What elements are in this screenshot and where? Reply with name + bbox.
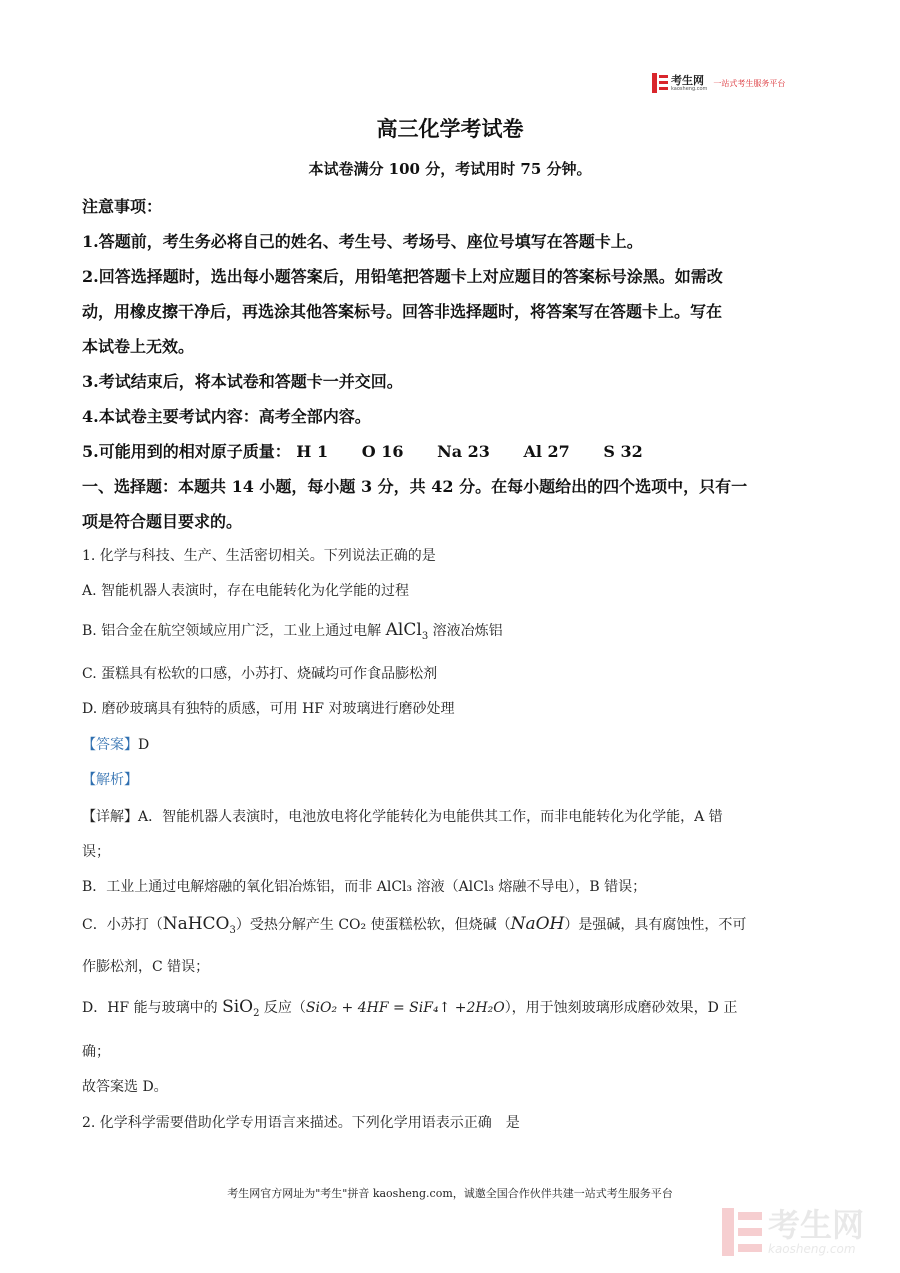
notice-item-5-prefix: 5.可能用到的相对原子质量： (82, 442, 291, 461)
detail-d-part-a: D．HF 能与玻璃中的 (82, 1000, 223, 1016)
page-subtitle: 本试卷满分 100 分，考试用时 75 分钟。 (308, 160, 592, 178)
detail-c-part-a: C．小苏打（ (82, 917, 163, 933)
q1-option-b-pre: B. 铝合金在航空领域应用广泛，工业上通过电解 (82, 623, 386, 639)
q2-stem: 2. 化学科学需要借助化学专用语言来描述。下列化学用语表示正确 是 (82, 1115, 520, 1131)
sio2-formula: SiO (222, 997, 254, 1017)
q1-answer (82, 734, 812, 754)
atomic-mass: O 16 (361, 442, 404, 461)
logo-cn-text: 考生网 (671, 73, 704, 87)
notice-item-4: 4.本试卷主要考试内容：高考全部内容。 (82, 407, 371, 426)
watermark-cn: 考生网 (768, 1206, 865, 1244)
notice-heading: 注意事项： (82, 197, 163, 216)
logo-en-text: kaosheng.com (671, 85, 708, 92)
detail-d-part-b: 反应（ (259, 1000, 306, 1016)
notice-item-3: 3.考试结束后，将本试卷和答题卡一并交回。 (82, 372, 403, 391)
logo-slogan: 一站式考生服务平台 (713, 78, 786, 88)
page-footer: 考生网官方网址为"考生"拼音 kaosheng.com，诚邀全国合作伙伴共建一站式考生服务平台 (227, 1187, 673, 1200)
notice-item-2-line-1: 2.回答选择题时，选出每小题答案后，用铅笔把答题卡上对应题目的答案标号涂黑。如需改 (82, 267, 723, 286)
section-1-line-1: 一、选择题：本题共 14 小题，每小题 3 分，共 42 分。在每小题给出的四个选项中，只有一 (82, 477, 748, 496)
q1-conclusion: 故答案选 D。 (82, 1079, 168, 1095)
watermark-en: kaosheng.com (768, 1242, 856, 1256)
naoh-formula: NaOH (510, 914, 565, 934)
notice-item-2-line-3: 本试卷上无效。 (82, 337, 195, 356)
q1-option-b (82, 620, 812, 642)
detail-c-line-1 (82, 914, 812, 936)
atomic-mass: S 32 (603, 442, 643, 461)
detail-d-part-c: ），用于蚀刻玻璃形成磨砂效果，D 正 (504, 1000, 738, 1016)
page-title: 高三化学考试卷 (376, 116, 524, 141)
detail-b: B．工业上通过电解熔融的氧化铝冶炼铝，而非 AlCl₃ 溶液（AlCl₃ 熔融不导电），B 错误； (82, 879, 647, 895)
atomic-mass: H 1 (296, 442, 329, 461)
notice-item-2-line-2: 动，用橡皮擦干净后，再选涂其他答案标号。回答非选择题时，将答案写在答题卡上。写在 (82, 302, 723, 321)
detail-line-2: 误； (82, 844, 110, 860)
sio2-subscript: 2 (253, 1007, 260, 1019)
q1-option-c: C. 蛋糕具有松软的口感，小苏打、烧碱均可作食品膨松剂 (82, 666, 438, 682)
q1-option-b-post: 溶液冶炼铝 (428, 623, 503, 639)
detail-c-line-2: 作膨松剂，C 错误； (82, 959, 210, 975)
answer-label: 【答案】 (82, 737, 138, 753)
nahco3-formula: NaHCO (162, 914, 230, 934)
watermark (722, 1208, 864, 1256)
answer-value: D (138, 737, 150, 753)
q1-stem: 1. 化学与科技、生产、生活密切相关。下列说法正确的是 (82, 548, 436, 564)
kaosheng-logo-icon (652, 73, 668, 93)
atomic-mass: Na 23 (437, 442, 490, 461)
notice-item-5 (82, 439, 812, 462)
detail-d-line-2: 确； (82, 1044, 110, 1060)
atomic-mass: Al 27 (523, 442, 570, 461)
q1-option-d: D. 磨砂玻璃具有独特的质感，可用 HF 对玻璃进行磨砂处理 (82, 701, 455, 717)
analysis-label: 【解析】 (82, 772, 138, 788)
nahco3-subscript: 3 (229, 924, 236, 936)
alcl3-formula: AlCl (385, 620, 422, 640)
notice-item-1: 1.答题前，考生务必将自己的姓名、考生号、考场号、座位号填写在答题卡上。 (82, 232, 643, 251)
section-1-line-2: 项是符合题目要求的。 (82, 512, 243, 531)
header-logo (652, 72, 785, 94)
detail-c-part-c: ）是强碱，具有腐蚀性，不可 (564, 917, 747, 933)
detail-line-1: 【详解】A．智能机器人表演时，电池放电将化学能转化为电能供其工作，而非电能转化为化学能，A 错 (82, 809, 723, 825)
alcl3-subscript: 3 (421, 630, 429, 642)
detail-c-part-b: ）受热分解产生 CO₂ 使蛋糕松软，但烧碱（ (235, 917, 511, 933)
reaction-equation: SiO₂ + 4HF = SiF₄↑ +2H₂O (305, 1000, 505, 1016)
watermark-logo-icon (722, 1208, 762, 1256)
detail-d-line-1 (82, 997, 812, 1019)
q1-option-a: A. 智能机器人表演时，存在电能转化为化学能的过程 (82, 583, 410, 599)
